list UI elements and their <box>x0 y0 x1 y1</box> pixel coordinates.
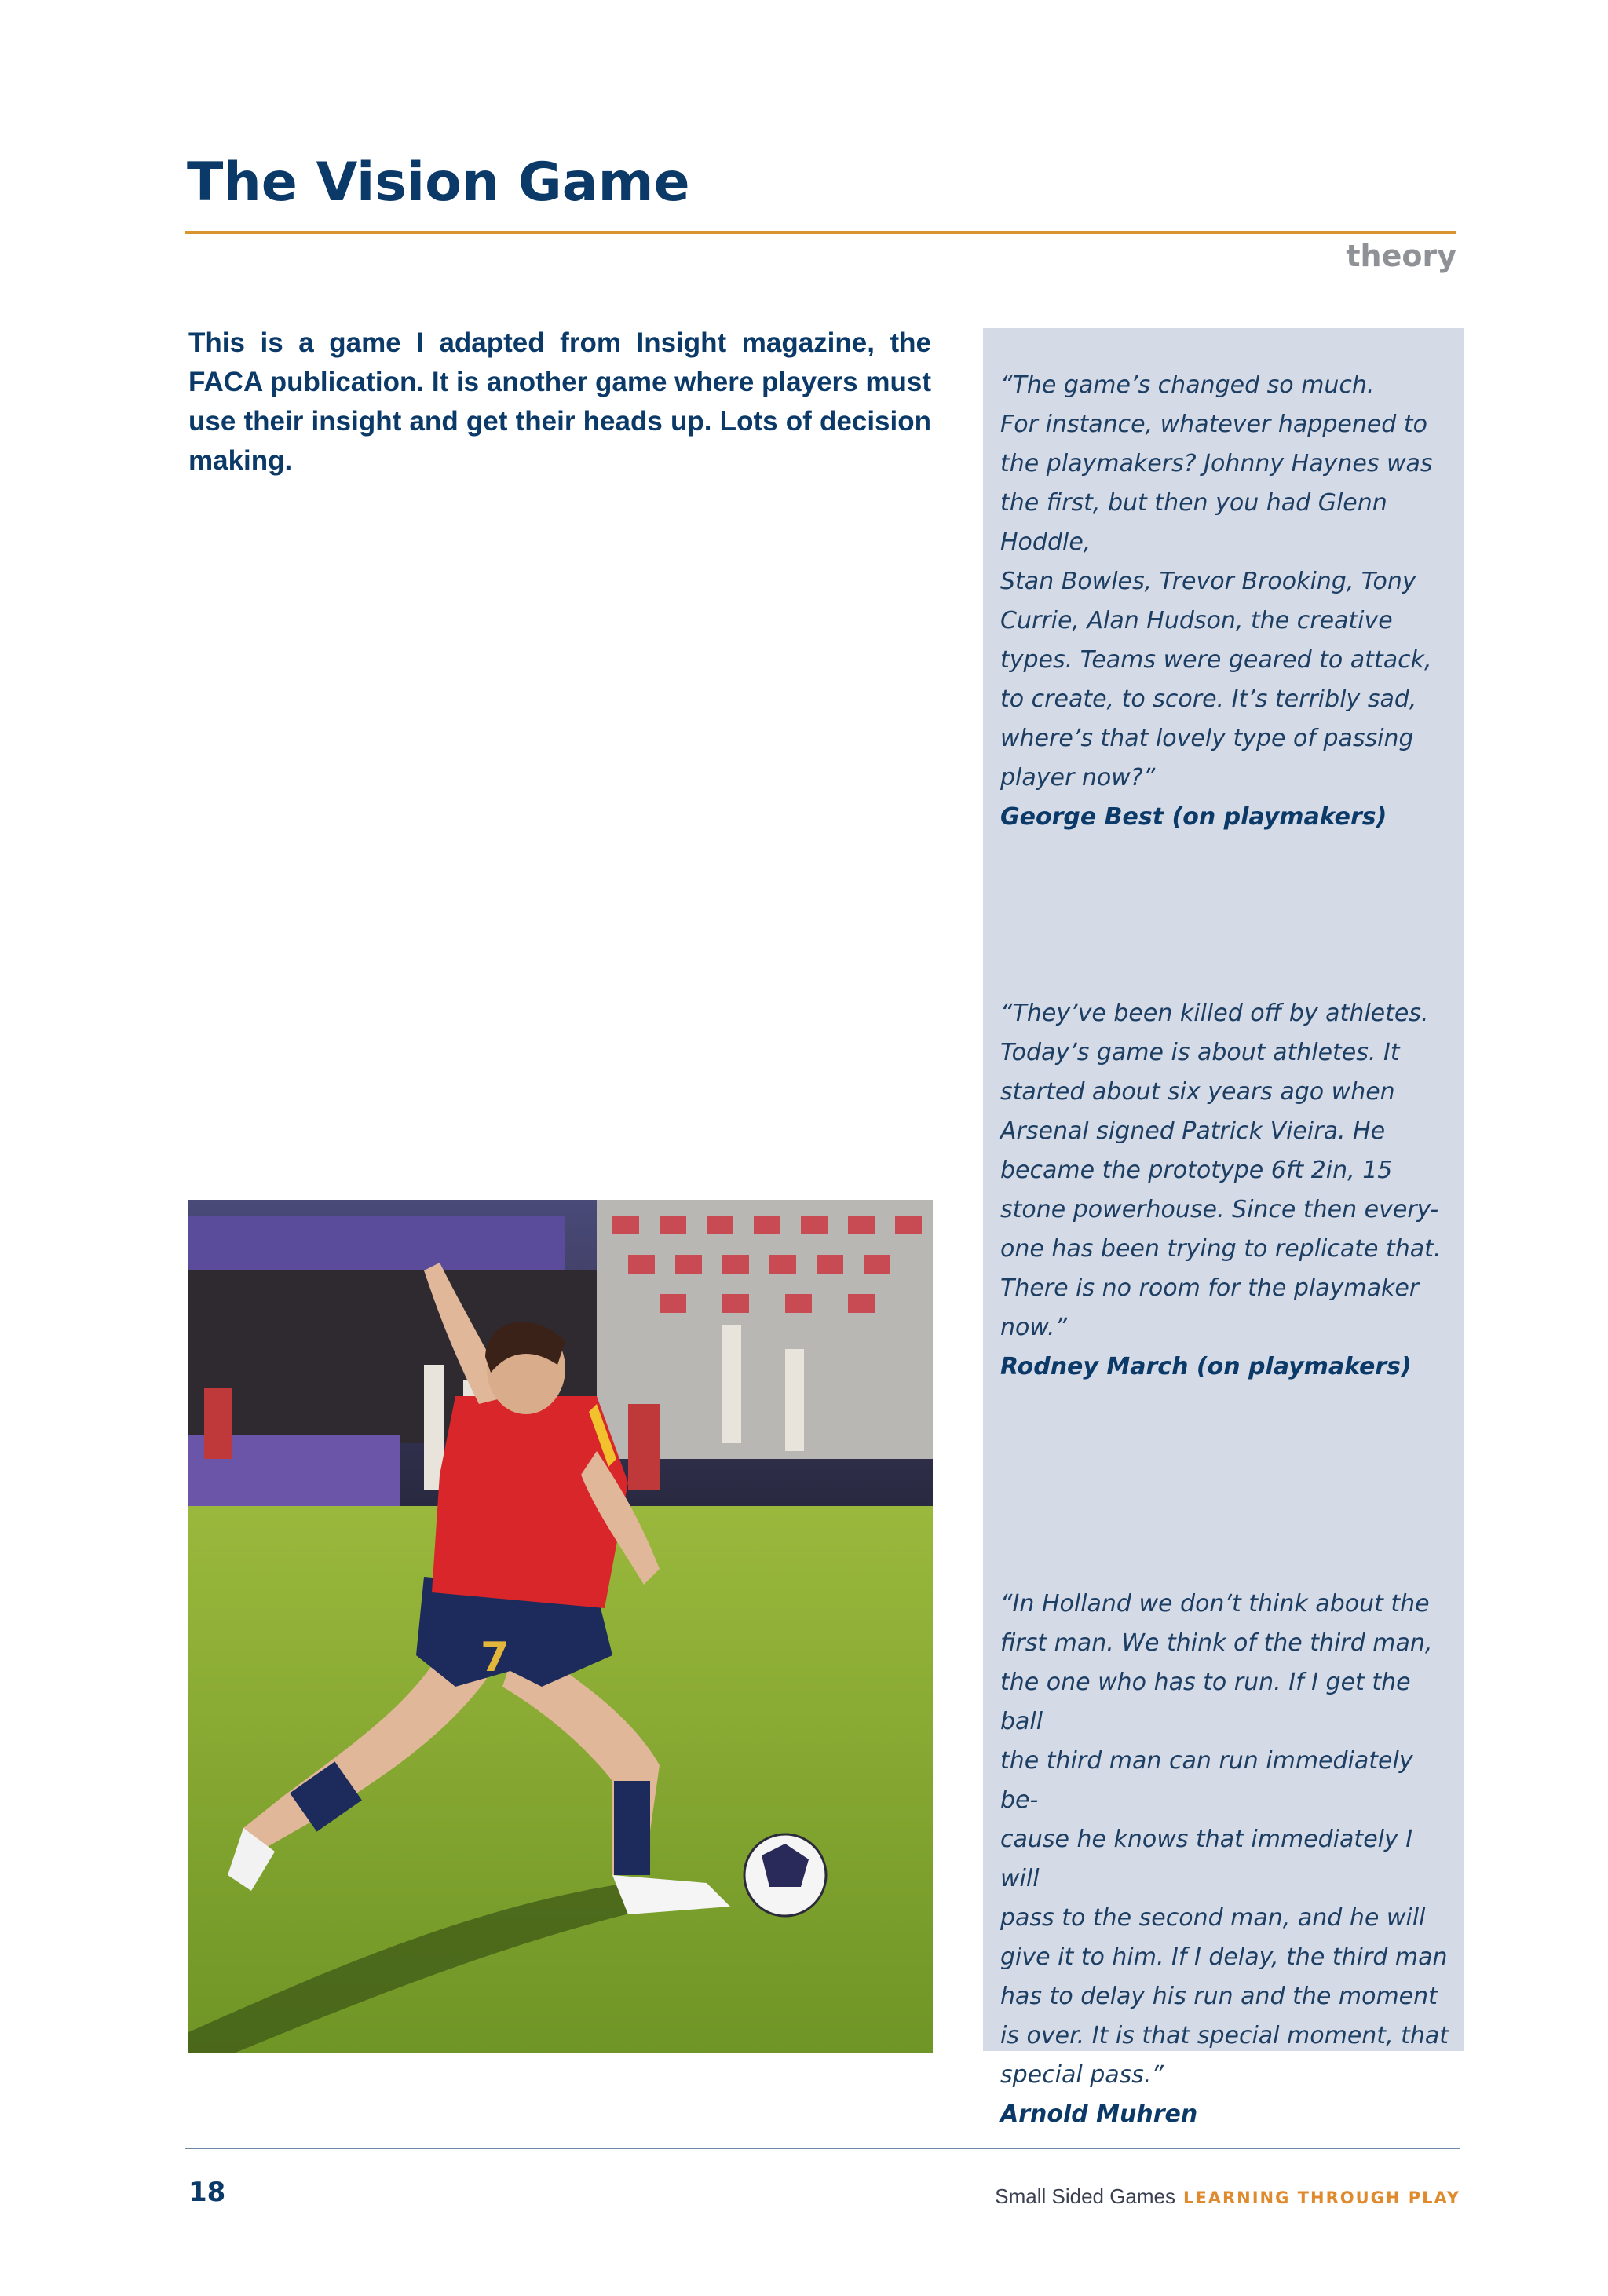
quote-text: “They’ve been killed off by athletes. Today’s game is about athletes. It started about six years ago when Arsenal signed Patrick Vieira. He became the prototype 6ft 2in, 15 stone powerhouse. Since then every- one has been trying to replicate that. There is no room for the playmaker now.” <box>1000 1000 1442 1341</box>
quote-text: “In Holland we don’t think about the first man. We think of the third man, the one who has to run. If I get the ball the third man can run immediately be- cause he knows that immediately I will pass to the second man, and he will give it to him. If I delay, the third man has to delay his run and the moment is over. It is that special moment, that special pass.” <box>1000 1590 1449 2089</box>
quote-arnold-muhren <box>1000 1585 1456 2134</box>
publication-title: Small Sided Games <box>995 2184 1176 2208</box>
front-sock <box>614 1781 650 1875</box>
footer-rule <box>185 2148 1460 2149</box>
page-title: The Vision Game <box>187 152 690 214</box>
quote-text: “The game’s changed so much. For instance, whatever happened to the playmakers? Johnny Haynes was the first, but then you had Glenn Hoddle, Stan Bowles, Trevor Brooking, Tony Currie, Alan Hudson, the creative types. Teams were geared to attack, to create, to score. It’s terribly sad, where’s that lovely type of passing player now?” <box>1000 371 1433 792</box>
quote-author: George Best (on playmakers) <box>1000 803 1387 831</box>
page-number: 18 <box>188 2177 226 2208</box>
quote-george-best <box>1000 366 1456 837</box>
footer-publication <box>995 2184 1460 2209</box>
quote-author: Rodney March (on playmakers) <box>1000 1353 1412 1380</box>
quote-rodney-march <box>1000 994 1456 1387</box>
football-player-photo <box>188 1200 933 2053</box>
section-label: theory <box>1346 239 1456 273</box>
title-rule <box>185 231 1456 234</box>
football-player-illustration <box>188 1200 933 2053</box>
quote-author: Arnold Muhren <box>1000 2100 1198 2128</box>
publication-tagline: LEARNING THROUGH PLAY <box>1183 2188 1460 2207</box>
intro-paragraph: This is a game I adapted from Insight magazine, the FACA publication. It is another game where players must use their insight and get their heads up. Lots of decision making. <box>188 327 931 476</box>
advertising-board-top <box>188 1216 565 1270</box>
jersey-number: 7 <box>481 1634 510 1681</box>
